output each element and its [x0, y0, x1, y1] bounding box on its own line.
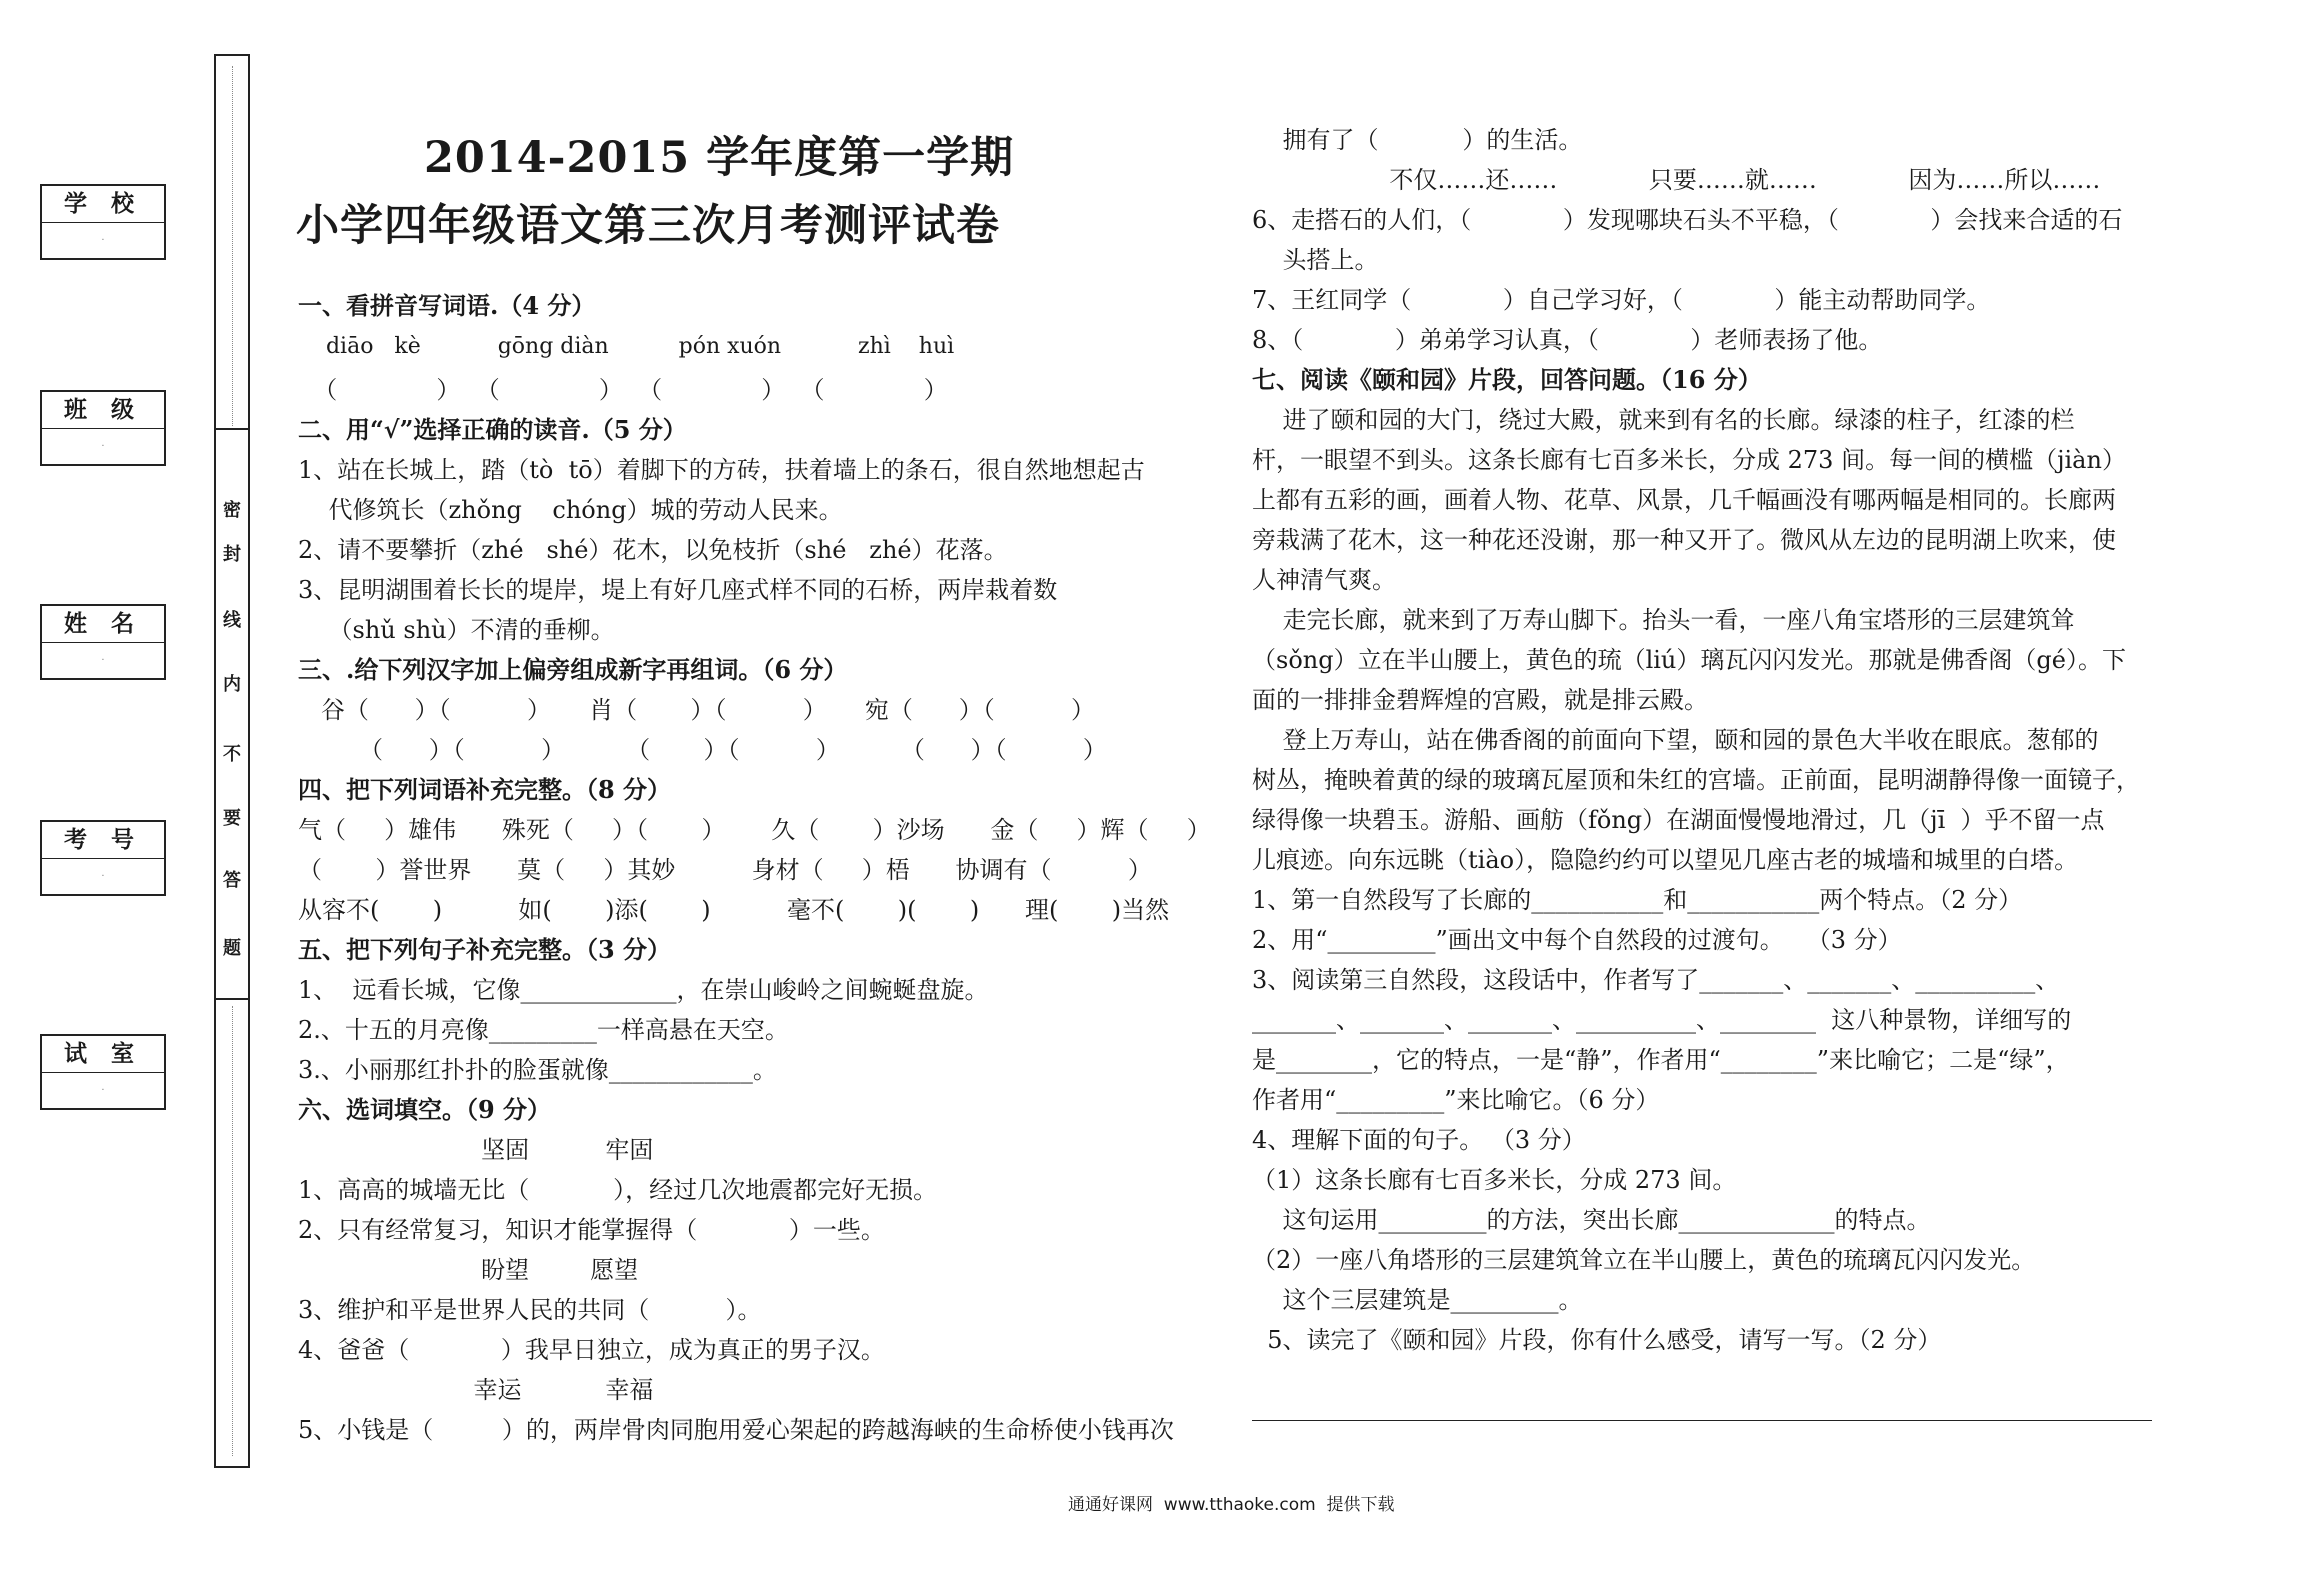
exam-number-label: 考 号	[42, 822, 164, 859]
question-line: 1、 远看长城，它像_____________，在崇山峻岭之间蜿蜒盘旋。	[298, 976, 989, 1004]
exam-number-field	[40, 820, 166, 896]
class-field	[40, 390, 166, 466]
word-choice-line: 幸运 幸福	[298, 1376, 654, 1404]
passage-line: 树丛，掩映着黄的绿的玻璃瓦屋顶和朱红的宫墙。正前面，昆明湖静得像一面镜子，	[1252, 766, 2140, 794]
question-line: 5、读完了《颐和园》片段，你有什么感受，请写一写。（2 分）	[1252, 1326, 1942, 1354]
passage-line: 旁栽满了花木，这一种花还没谢，那一种又开了。微风从左边的昆明湖上吹来，使	[1252, 526, 2116, 554]
school-value[interactable]: ·	[101, 235, 105, 246]
section-heading: 六、选词填空。（9 分）	[298, 1095, 552, 1124]
question-line: 4、爸爸（ ）我早日独立，成为真正的男子汉。	[298, 1336, 885, 1364]
answer-blanks[interactable]: （ ） （ ） （ ） （ ）	[298, 376, 948, 404]
question-line: 拥有了（ ）的生活。	[1252, 126, 1583, 154]
question-line: 1、第一自然段写了长廊的___________和___________两个特点。（2 分）	[1252, 886, 2023, 914]
passage-line: 儿痕迹。向东远眺（tiào），隐隐约约可以望见几座古老的城墙和城里的白塔。	[1252, 846, 2079, 874]
section-heading: 一、看拼音写词语.（4 分）	[298, 291, 596, 320]
passage-line: 杆，一眼望不到头。这条长廊有七百多米长，分成 273 间。每一间的横槛（jiàn）	[1252, 446, 2126, 474]
section-heading: 二、用“√”选择正确的读音.（5 分）	[298, 415, 687, 444]
class-label: 班 级	[42, 392, 164, 429]
answer-line[interactable]	[1252, 1420, 2152, 1421]
pinyin-line: diāo kè gōng diàn pón xuón zhì huì	[298, 334, 955, 359]
seal-line-strip	[214, 54, 250, 1468]
question-line: 3、维护和平是世界人民的共同（ ）。	[298, 1296, 762, 1324]
class-value[interactable]: ·	[101, 441, 105, 452]
question-line: （shǔ shù）不清的垂柳。	[298, 616, 615, 644]
exam-title-line-2: 小学四年级语文第三次月考测评试卷	[296, 201, 1000, 251]
question-line: 1、站在长城上，踏（tò tō）着脚下的方砖，扶着墙上的条石，很自然地想起古	[298, 456, 1145, 484]
school-field	[40, 184, 166, 260]
question-line: 2、用“_________”画出文中每个自然段的过渡句。 （3 分）	[1252, 926, 1902, 954]
question-line: 作者用“_________”来比喻它。（6 分）	[1252, 1086, 1660, 1114]
seal-char: 线	[223, 610, 241, 631]
question-line: 这个三层建筑是_________。	[1252, 1286, 1583, 1314]
seal-char: 答	[223, 870, 241, 891]
question-line: 是________，它的特点，一是“静”，作者用“________”来比喻它；二是“绿”，	[1252, 1046, 2070, 1074]
section-heading: 三、.给下列汉字加上偏旁组成新字再组词。（6 分）	[298, 655, 848, 684]
exam-title-line-1: 2014-2015 学年度第一学期	[424, 133, 1015, 183]
question-line: 8、（ ）弟弟学习认真，（ ）老师表扬了他。	[1252, 326, 1883, 354]
passage-line: 人神清气爽。	[1252, 566, 1396, 594]
seal-divider-bottom	[216, 998, 248, 1000]
question-line: 3、昆明湖围着长长的堤岸，堤上有好几座式样不同的石桥，两岸栽着数	[298, 576, 1058, 604]
question-line: 7、王红同学（ ）自己学习好，（ ）能主动帮助同学。	[1252, 286, 1991, 314]
passage-line: 进了颐和园的大门，绕过大殿，就来到有名的长廊。绿漆的柱子，红漆的栏	[1252, 406, 2075, 434]
question-line: _______、_______、_______、__________、________ 这八种景物，详细写的	[1252, 1006, 2072, 1034]
passage-line: 上都有五彩的画，画着人物、花草、风景，几千幅画没有哪两幅是相同的。长廊两	[1252, 486, 2116, 514]
seal-char: 题	[223, 938, 241, 959]
question-line: 1、高高的城墙无比（ ），经过几次地震都完好无损。	[298, 1176, 938, 1204]
section-heading: 五、把下列句子补充完整。（3 分）	[298, 935, 672, 964]
word-choice-line: 坚固 牢固	[298, 1136, 654, 1164]
passage-line: 面的一排排金碧辉煌的宫殿，就是排云殿。	[1252, 686, 1708, 714]
passage-line: 绿得像一块碧玉。游船、画舫（fǒng）在湖面慢慢地滑过，几（jī ）乎不留一点	[1252, 806, 2105, 834]
seal-divider-top	[216, 428, 248, 430]
question-line: 3、阅读第三自然段，这段话中，作者写了_______、_______、__________、	[1252, 966, 2060, 994]
seal-char: 要	[223, 808, 241, 829]
section-heading: 四、把下列词语补充完整。（8 分）	[298, 775, 672, 804]
passage-line: （sǒng）立在半山腰上，黄色的琉（liú）璃瓦闪闪发光。那就是佛香阁（gé）。下	[1252, 646, 2126, 674]
name-label: 姓 名	[42, 606, 164, 643]
seal-dots-top	[232, 66, 235, 426]
question-line: 2.、十五的月亮像_________一样高悬在天空。	[298, 1016, 789, 1044]
word-choice-line: 不仅……还…… 只要……就…… 因为……所以……	[1252, 166, 2101, 194]
seal-dots-bottom	[232, 1006, 235, 1456]
question-line: 2、只有经常复习，知识才能掌握得（ ）一些。	[298, 1216, 885, 1244]
passage-line: 走完长廊，就来到了万寿山脚下。抬头一看，一座八角宝塔形的三层建筑耸	[1252, 606, 2075, 634]
question-line: 气（ ）雄伟 殊死（ ）（ ） 久（ ）沙场 金（ ）辉（ ）	[298, 816, 1211, 844]
question-line: 5、小钱是（ ）的，两岸骨肉同胞用爱心架起的跨越海峡的生命桥使小钱再次	[298, 1416, 1174, 1444]
question-line: （ ）誉世界 莫（ ）其妙 身材（ ）梧 协调有（ ）	[298, 856, 1152, 884]
question-line: 这句运用_________的方法，突出长廊_____________的特点。	[1252, 1206, 1931, 1234]
question-line: 3.、小丽那红扑扑的脸蛋就像____________。	[298, 1056, 777, 1084]
question-line: （2）一座八角塔形的三层建筑耸立在半山腰上，黄色的琉璃瓦闪闪发光。	[1252, 1246, 2036, 1274]
name-field	[40, 604, 166, 680]
question-line: 头搭上。	[1252, 246, 1379, 274]
exam-room-field	[40, 1034, 166, 1110]
question-line: 6、走搭石的人们，（ ）发现哪块石头不平稳，（ ）会找来合适的石	[1252, 206, 2123, 234]
question-line: 2、请不要攀折（zhé shé）花木，以免枝折（shé zhé）花落。	[298, 536, 1008, 564]
question-line: 4、理解下面的句子。 （3 分）	[1252, 1126, 1586, 1154]
question-line: 从容不( ) 如( )添( ) 毫不( )( ) 理( )当然	[298, 896, 1170, 924]
exam-room-value[interactable]: ·	[101, 1085, 105, 1096]
exam-number-value[interactable]: ·	[101, 871, 105, 882]
question-line: 谷（ ）（ ） 肖（ ）（ ） 宛（ ）（ ）	[298, 696, 1095, 724]
word-choice-line: 盼望 愿望	[298, 1256, 639, 1284]
passage-line: 登上万寿山，站在佛香阁的前面向下望，颐和园的景色大半收在眼底。葱郁的	[1252, 726, 2099, 754]
seal-char: 封	[223, 544, 241, 565]
name-value[interactable]: ·	[101, 655, 105, 666]
seal-char: 密	[223, 500, 241, 521]
seal-char: 不	[223, 744, 241, 765]
question-line: 代修筑长（zhǒng chóng）城的劳动人民来。	[298, 496, 843, 524]
exam-room-label: 试 室	[42, 1036, 164, 1073]
school-label: 学 校	[42, 186, 164, 223]
seal-char: 内	[223, 674, 241, 695]
footer-credit: 通通好课网 www.tthaoke.com 提供下载	[1068, 1495, 1395, 1515]
question-line: （1）这条长廊有七百多米长，分成 273 间。	[1252, 1166, 1737, 1194]
section-heading: 七、阅读《颐和园》片段，回答问题。（16 分）	[1252, 365, 1762, 394]
question-line: （ ）（ ） （ ）（ ） （ ）（ ）	[298, 736, 1107, 764]
